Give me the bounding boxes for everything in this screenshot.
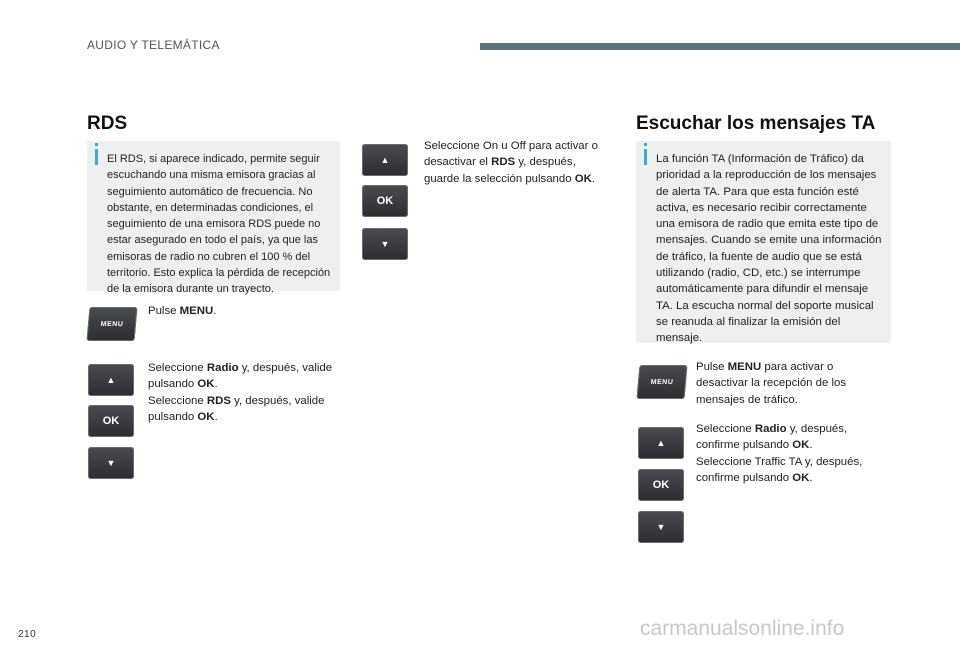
page-number: 210 bbox=[18, 629, 37, 640]
section-header-bar bbox=[480, 43, 960, 50]
rds-info-text: El RDS, si aparece indicado, permite seguir escuchando una misma emisora gracias al seguimiento automático de frecuencia. No obstante, en determinadas condiciones, el seguimiento de una emisora RDS puede no estar asegurado en todo el país, ya que las emisoras de radio no cubren el 100 % del territorio. Esto explica la pérdida de recepción de la emisora durante un trayecto. bbox=[107, 153, 331, 296]
menu-button-icon: MENU bbox=[637, 365, 688, 399]
up-arrow-button-icon: ▲ bbox=[88, 364, 134, 396]
ok-button-icon: OK bbox=[362, 185, 408, 217]
rds-heading: RDS bbox=[87, 113, 128, 134]
down-arrow-button-icon: ▼ bbox=[638, 511, 684, 543]
rds-step-1: Pulse MENU. bbox=[148, 305, 217, 317]
ok-button-icon: OK bbox=[638, 469, 684, 501]
menu-button-icon: MENU bbox=[87, 307, 138, 341]
ta-heading: Escuchar los mensajes TA bbox=[636, 113, 876, 134]
down-arrow-button-icon: ▼ bbox=[88, 447, 134, 479]
rds-info-box bbox=[87, 141, 340, 296]
rds-step-3: Seleccione On u Off para activar o desactivar el RDS y, después, guarde la selección pulsando OK. bbox=[424, 140, 598, 185]
info-icon bbox=[95, 149, 98, 165]
up-arrow-button-icon: ▲ bbox=[638, 427, 684, 459]
ta-step-1: Pulse MENU para activar o desactivar la recepción de los mensajes de tráfico. bbox=[696, 361, 847, 406]
info-icon bbox=[644, 149, 647, 165]
up-arrow-button-icon: ▲ bbox=[362, 144, 408, 176]
ta-info-text: La función TA (Información de Tráfico) da prioridad a la reproducción de los mensajes de alerta TA. Para que esta función esté activa, es necesario recibir correctamente una emisora de radio que emita este tipo de mensajes. Cuando se emite una información de tráfico, la fuente de audio que se está utilizando (radio, CD, etc.) se interrumpe automáticamente para difundir el mensaje TA. La escucha normal del soporte musical se reanuda al finalizar la emisión del mensaje. bbox=[656, 153, 882, 345]
rds-step-2: Seleccione Radio y, después, valide pulsando OK. Seleccione RDS y, después, valide pulsando OK. bbox=[148, 362, 333, 423]
down-arrow-button-icon: ▼ bbox=[362, 228, 408, 260]
ta-info-box bbox=[636, 141, 891, 343]
ok-button-icon: OK bbox=[88, 405, 134, 437]
ta-step-2: Seleccione Radio y, después, confirme pulsando OK. Seleccione Traffic TA y, después, confirme pulsando OK. bbox=[696, 423, 863, 484]
watermark: carmanualsonline.info bbox=[640, 617, 845, 640]
section-header-title: AUDIO Y TELEMÁTICA bbox=[87, 38, 220, 52]
